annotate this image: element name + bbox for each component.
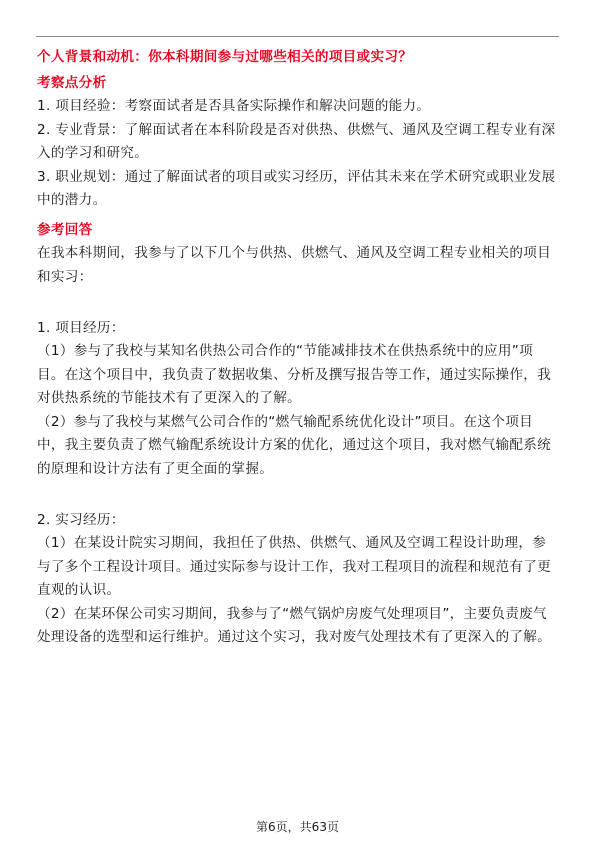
analysis-title: 考察点分析 <box>37 74 107 91</box>
answer-intro: 在我本科期间，我参与了以下几个与供热、供燃气、通风及空调工程专业相关的项目和实习： <box>37 245 552 285</box>
page-content <box>37 46 559 650</box>
project-heading: 1. 项目经历： <box>37 319 125 336</box>
question-heading: 个人背景和动机：你本科期间参与过哪些相关的项目或实习？ <box>37 49 413 65</box>
analysis-item: 1. 项目经验：考察面试者是否具备实际操作和解决问题的能力。 <box>37 98 431 114</box>
internship-item: （2）在某环保公司实习期间，我参与了“燃气锅炉房废气处理项目”，主要负责废气处理设备的选型和运行维护。通过这个实习，我对废气处理技术有了更深入的了解。 <box>37 605 552 645</box>
answer-title: 参考回答 <box>37 221 93 238</box>
internship-item: （1）在某设计院实习期间，我担任了供热、供燃气、通风及空调工程设计助理，参与了多个工程设计项目。通过实际参与设计工作，我对工程项目的流程和规范有了更直观的认识。 <box>37 535 552 598</box>
internship-heading: 2. 实习经历： <box>37 511 125 528</box>
blank-line <box>37 289 559 313</box>
header-divider <box>36 36 559 37</box>
analysis-item: 3. 职业规划：通过了解面试者的项目或实习经历，评估其未来在学术研究或职业发展中的潜力。 <box>37 168 556 208</box>
page-number: 第6页，共63页 <box>256 820 339 834</box>
project-item: （1）参与了我校与某知名供热公司合作的“节能减排技术在供热系统中的应用”项目。在这个项目中，我负责了数据收集、分析及撰写报告等工作，通过实际操作，我对供热系统的节能技术有了更深入的了解。 <box>37 343 552 406</box>
analysis-item: 2. 专业背景：了解面试者在本科阶段是否对供热、供燃气、通风及空调工程专业有深入的学习和研究。 <box>37 121 556 161</box>
blank-line <box>37 481 559 505</box>
project-item: （2）参与了我校与某燃气公司合作的“燃气输配系统优化设计”项目。在这个项目中，我主要负责了燃气输配系统设计方案的优化，通过这个项目，我对燃气输配系统的原理和设计方法有了更全面的掌握。 <box>37 413 552 477</box>
